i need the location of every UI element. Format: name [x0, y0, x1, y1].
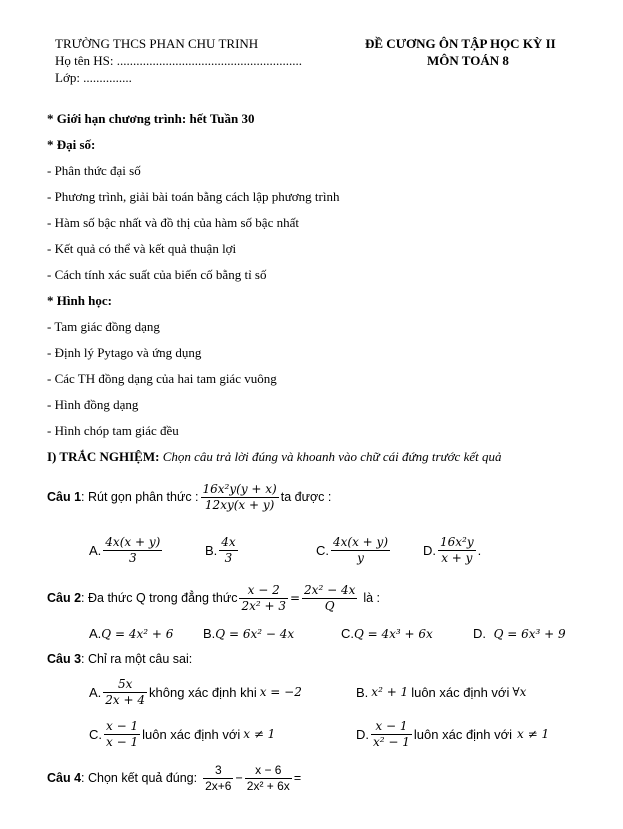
- question-1: [47, 474, 331, 520]
- option-letter: C.: [89, 726, 102, 742]
- denominator: 2x + 4: [105, 692, 146, 707]
- denominator: 12xy(x + y): [204, 497, 275, 512]
- question-text: : Chọn kết quả đúng:: [81, 771, 198, 785]
- option-letter: D.: [473, 626, 486, 641]
- option-letter: C.: [316, 542, 329, 558]
- fraction: [219, 535, 237, 566]
- question-2: [47, 580, 380, 616]
- denominator: 2x² + 3: [241, 598, 286, 613]
- option-letter: A.: [89, 626, 102, 641]
- option-letter: B.: [356, 684, 369, 700]
- denominator: x + y: [441, 550, 473, 565]
- denominator: Q: [324, 598, 335, 613]
- option-letter: C.: [341, 626, 354, 641]
- section-instruction: Chọn câu trả lời đúng và khoanh vào chữ cái đứng trước kết quả: [162, 449, 502, 464]
- question-label: Câu 4: [47, 771, 82, 785]
- numerator: 16x²y(y + x): [202, 481, 277, 496]
- numerator: 3: [203, 763, 233, 779]
- numerator: x − 1: [371, 719, 412, 735]
- fraction: [201, 482, 279, 513]
- school-name: TRƯỜNG THCS PHAN CHU TRINH: [55, 36, 259, 51]
- section-title: I) TRẮC NGHIỆM:: [47, 449, 160, 464]
- denominator: 3: [224, 550, 233, 565]
- fraction: [302, 583, 357, 614]
- answer-option-a[interactable]: [89, 626, 173, 641]
- subject-title: MÔN TOÁN 8: [427, 53, 509, 68]
- fraction: [245, 763, 292, 794]
- student-name-field: Họ tên HS: .........................................................: [55, 53, 302, 68]
- fraction: [203, 763, 233, 794]
- answer-option-d[interactable]: [423, 530, 481, 570]
- answer-option-d[interactable]: [473, 626, 566, 641]
- list-item: - Hàm số bậc nhất và đồ thị của hàm số bậc nhất: [47, 215, 299, 230]
- numerator: 5x: [103, 677, 147, 693]
- punctuation: .: [477, 542, 482, 558]
- document-title: ĐỀ CƯƠNG ÔN TẬP HỌC KỲ II: [365, 36, 556, 51]
- option-letter: D.: [423, 542, 436, 558]
- equals-sign: =: [293, 771, 302, 785]
- numerator: 4x(x + y): [105, 534, 161, 549]
- option-letter: A.: [89, 542, 102, 558]
- section-heading: [47, 449, 501, 465]
- numerator: 4x(x + y): [333, 534, 388, 549]
- fraction: [104, 719, 140, 750]
- denominator: x² − 1: [373, 734, 410, 749]
- option-letter: B.: [205, 542, 218, 558]
- answer-option-c[interactable]: [341, 626, 433, 641]
- program-scope: * Giới hạn chương trình: hết Tuần 30: [47, 111, 255, 126]
- option-condition: ∀x: [512, 685, 527, 699]
- option-expression: Q = 4x³ + 6x: [354, 627, 433, 641]
- answer-option-b[interactable]: [356, 672, 526, 712]
- answer-option-b[interactable]: [203, 626, 294, 641]
- question-4: [47, 758, 301, 798]
- answer-option-b[interactable]: [205, 530, 240, 570]
- question-text: : Rút gọn phân thức :: [81, 490, 199, 504]
- fraction: [103, 677, 147, 708]
- denominator: 2x² + 6x: [246, 778, 290, 793]
- option-condition: x ≠ 1: [243, 727, 276, 741]
- fraction: [331, 535, 390, 566]
- option-text: luôn xác định với: [413, 726, 513, 742]
- answer-option-c[interactable]: [89, 714, 275, 754]
- numerator: 4x: [221, 534, 236, 549]
- numerator: 16x²y: [440, 534, 474, 549]
- list-item: - Định lý Pytago và ứng dụng: [47, 345, 202, 360]
- option-condition: x = −2: [259, 685, 302, 699]
- numerator: x − 6: [245, 763, 292, 779]
- question-text-end: là :: [363, 591, 381, 605]
- denominator: 3: [128, 550, 137, 565]
- denominator: x − 1: [106, 734, 139, 749]
- question-3: [47, 652, 192, 666]
- geometry-heading: * Hình học:: [47, 293, 113, 308]
- fraction: [103, 535, 162, 566]
- option-text: không xác định khi: [149, 684, 257, 700]
- minus-sign: −: [235, 771, 243, 785]
- algebra-heading: * Đại số:: [47, 137, 96, 152]
- equals-sign: =: [289, 591, 301, 605]
- answer-option-d[interactable]: [356, 714, 549, 754]
- class-field: Lớp: ...............: [55, 70, 132, 85]
- list-item: - Phân thức đại số: [47, 163, 141, 178]
- question-label: Câu 3: [47, 652, 82, 666]
- fraction: [438, 535, 476, 566]
- option-letter: D.: [356, 726, 369, 742]
- answer-option-a[interactable]: [89, 530, 164, 570]
- list-item: - Cách tính xác suất của biến cố bằng tỉ số: [47, 267, 267, 282]
- question-text: : Chỉ ra một câu sai:: [81, 652, 193, 666]
- option-letter: A.: [89, 684, 102, 700]
- numerator: x − 1: [106, 718, 139, 733]
- question-text-end: ta được :: [280, 490, 332, 504]
- fraction: [371, 719, 412, 750]
- option-condition: x ≠ 1: [517, 727, 550, 741]
- option-expression: Q = 6x³ + 9: [493, 627, 566, 641]
- option-expression: Q = 6x² − 4x: [215, 627, 295, 641]
- answer-option-a[interactable]: [89, 672, 302, 712]
- numerator: x − 2: [239, 583, 288, 599]
- denominator: y: [357, 550, 364, 565]
- option-expression: x² + 1: [371, 685, 409, 699]
- list-item: - Hình chóp tam giác đều: [47, 423, 179, 438]
- question-text: : Đa thức Q trong đẳng thức: [81, 591, 238, 605]
- question-label: Câu 2: [47, 591, 82, 605]
- fraction: [239, 583, 288, 614]
- list-item: - Kết quả có thể và kết quả thuận lợi: [47, 241, 237, 256]
- list-item: - Tam giác đồng dạng: [47, 319, 160, 334]
- list-item: - Hình đồng dạng: [47, 397, 139, 412]
- denominator: 2x+6: [205, 778, 232, 793]
- numerator: 2x² − 4x: [304, 582, 356, 597]
- list-item: - Các TH đồng dạng của hai tam giác vuông: [47, 371, 277, 386]
- option-text: luôn xác định với: [411, 684, 510, 700]
- option-letter: B.: [203, 626, 216, 641]
- list-item: - Phương trình, giải bài toán bằng cách lập phương trình: [47, 189, 340, 204]
- answer-option-c[interactable]: [316, 530, 392, 570]
- option-text: luôn xác định với: [142, 726, 241, 742]
- question-label: Câu 1: [47, 490, 82, 504]
- option-expression: Q = 4x² + 6: [101, 627, 174, 641]
